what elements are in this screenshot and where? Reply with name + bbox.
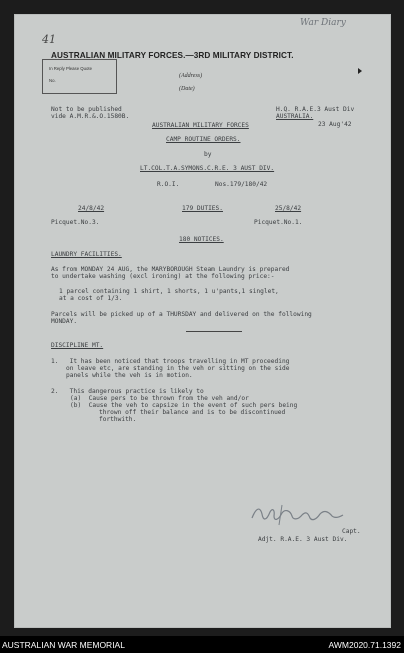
duties-heading: 179 DUTIES.: [182, 205, 223, 212]
order-subtitle: CAMP ROUTINE ORDERS.: [166, 136, 241, 143]
laundry-line-1: As from MONDAY 24 AUG, the MARYBOROUGH Steam Laundry is prepared: [51, 266, 290, 273]
order-numbers: Nos.179/180/42: [215, 181, 268, 188]
issuing-officer: LT.COL.T.A.SYMONS.C.R.E. 3 AUST DIV.: [140, 165, 275, 172]
picquet-left: Picquet.No.3.: [51, 219, 100, 226]
discipline-2-item-a: (a) Cause pers to be thrown from the veh and/or: [70, 395, 249, 402]
laundry-line-4: at a cost of 1/3.: [59, 295, 123, 302]
duty-date-right: 25/8/42: [275, 205, 302, 212]
laundry-line-2: to undertake washing (excl ironing) at the following price:-: [51, 273, 275, 280]
arrow-mark-icon: [358, 68, 362, 74]
discipline-2-line-1: 2. This dangerous practice is likely to: [51, 388, 204, 395]
laundry-line-3: 1 parcel containing 1 shirt, 1 shorts, 1 u'pants,1 singlet,: [59, 288, 279, 295]
discipline-heading: DISCIPLINE MT.: [51, 342, 104, 349]
discipline-1-line-3: panels while the veh is in motion.: [66, 372, 193, 379]
laundry-line-5: Parcels will be picked up of a THURSDAY and delivered on the following: [51, 311, 312, 318]
discipline-1-line-1: 1. It has been noticed that troops travelling in MT proceeding: [51, 358, 290, 365]
letterhead: AUSTRALIAN MILITARY FORCES.—3RD MILITARY DISTRICT.: [51, 51, 294, 60]
document-page: [14, 14, 391, 628]
reply-box: [42, 59, 117, 94]
hq-reference: H.Q. R.A.E.3 Aust Div: [276, 106, 355, 113]
date-label: (Date): [179, 86, 195, 92]
by-line: by: [204, 151, 212, 158]
war-diary-annotation: War Diary: [300, 18, 346, 28]
archive-reference: AWM2020.71.1392: [328, 640, 401, 650]
publication-reference: vide A.M.R.&.O.1580B.: [51, 113, 130, 120]
discipline-2-item-b: (b) Cause the veh to capsize in the event of such pers being: [70, 402, 298, 409]
document-date: 23 Aug'42: [318, 121, 352, 128]
laundry-heading: LAUNDRY FACILITIES.: [51, 251, 122, 258]
laundry-line-6: MONDAY.: [51, 318, 78, 325]
order-title: AUSTRALIAN MILITARY FORCES: [152, 122, 249, 129]
archive-footer: [0, 636, 404, 653]
address-label: (Address): [179, 73, 203, 79]
signatory-title: Adjt. R.A.E. 3 Aust Div.: [258, 536, 348, 543]
archive-name: AUSTRALIAN WAR MEMORIAL: [2, 640, 125, 650]
signatory-rank: Capt.: [342, 528, 361, 535]
roi-label: R.O.I.: [157, 181, 180, 188]
section-divider: [186, 331, 242, 332]
discipline-2-item-b-cont: thrown off their balance and is to be discontinued: [99, 409, 286, 416]
hq-location: AUSTRALIA.: [276, 113, 314, 120]
handwritten-signature: [248, 500, 348, 530]
duty-date-left: 24/8/42: [78, 205, 105, 212]
publication-note: Not to be published: [51, 106, 122, 113]
picquet-right: Picquet.No.1.: [254, 219, 303, 226]
reply-box-no: No.: [49, 78, 56, 83]
discipline-2-item-b-end: forthwith.: [99, 416, 137, 423]
notices-heading: 180 NOTICES.: [179, 236, 224, 243]
discipline-1-line-2: on leave etc, are standing in the veh or sitting on the side: [66, 365, 290, 372]
reply-box-label: In Reply Please Quote: [49, 66, 92, 71]
folio-annotation: 41: [42, 33, 56, 46]
